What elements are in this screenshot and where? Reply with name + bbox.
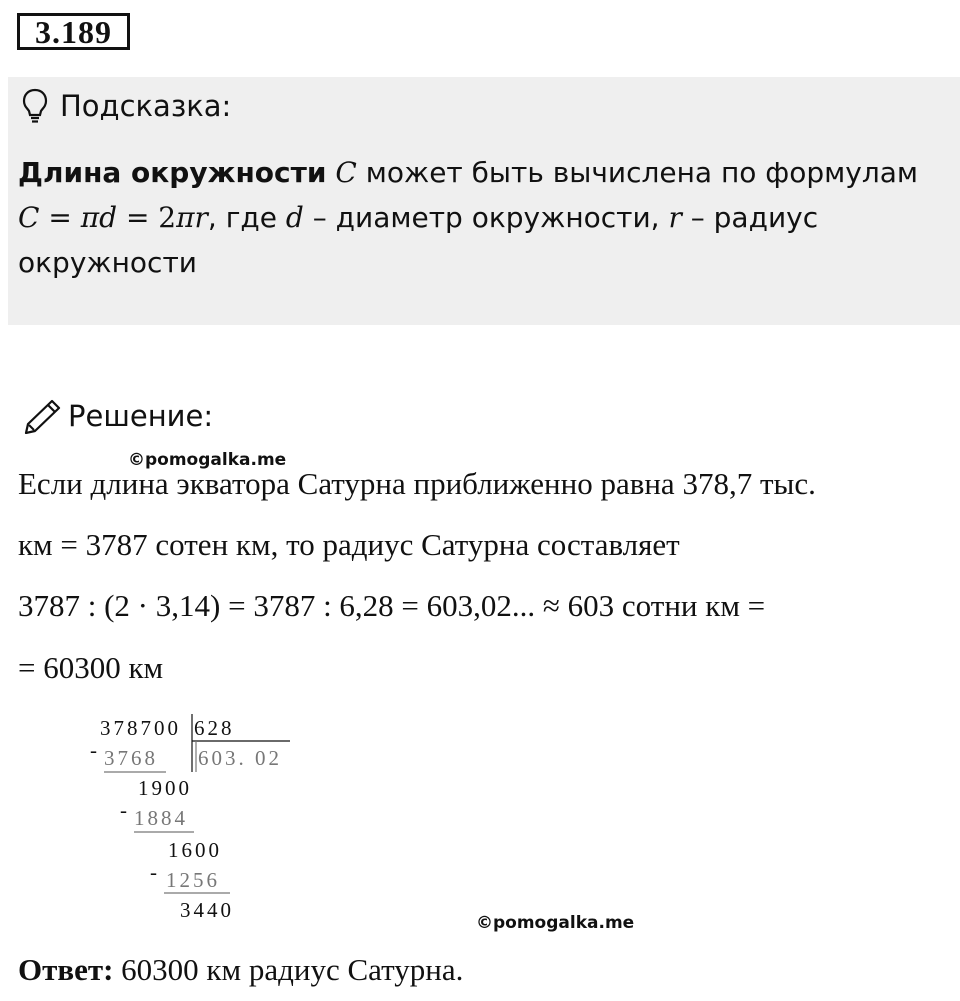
solution-line-1: Если длина экватора Сатурна приближенно равна 378,7 тыс. xyxy=(18,466,816,501)
formula-c: C xyxy=(18,201,40,234)
hint-text-1: может быть вычислена по формулам xyxy=(356,156,919,189)
hint-title xyxy=(22,86,231,126)
solution-line-4: = 60300 км xyxy=(18,650,164,685)
division-quotient: 603. 02 xyxy=(198,746,282,770)
pencil-icon xyxy=(22,398,62,434)
division-divisor: 628 xyxy=(194,716,235,740)
lightbulb-icon xyxy=(22,88,48,124)
hint-bold-lead: Длина окружности xyxy=(18,156,327,189)
answer xyxy=(18,952,463,988)
solution-title xyxy=(22,396,213,436)
task-number: 3.189 xyxy=(17,13,130,50)
division-remainder: 3440 xyxy=(180,898,234,922)
hint-text xyxy=(18,150,938,285)
var-d: d xyxy=(285,201,304,234)
division-minus: - xyxy=(120,798,130,822)
formula-pi2: π xyxy=(176,201,195,234)
solution-line-2: км = 3787 сотен км, то радиус Сатурна составляет xyxy=(18,527,680,562)
hint-text-4: – радиус окружности xyxy=(18,201,819,279)
division-dividend: 378700 xyxy=(100,716,181,740)
long-division xyxy=(88,712,308,922)
division-step: 1600 xyxy=(168,838,222,862)
hint-title-label: Подсказка: xyxy=(60,89,232,123)
division-step: 3768 xyxy=(104,746,158,770)
formula-d: d xyxy=(99,201,118,234)
division-step: 1884 xyxy=(134,806,188,830)
answer-text: 60300 км радиус Сатурна. xyxy=(113,952,464,987)
var-c: C xyxy=(335,156,357,189)
watermark: ©pomogalka.me xyxy=(128,450,287,470)
formula-eq1: = xyxy=(39,201,81,234)
var-r: r xyxy=(668,201,682,234)
division-minus: - xyxy=(150,860,160,884)
formula-eq2: = 2 xyxy=(117,201,177,234)
division-minus: - xyxy=(90,738,100,762)
division-step: 1900 xyxy=(138,776,192,800)
solution-title-label: Решение: xyxy=(68,399,214,433)
formula-r: r xyxy=(194,201,208,234)
watermark: ©pomogalka.me xyxy=(476,913,635,933)
hint-text-2: , где xyxy=(207,201,286,234)
solution-line-3: 3787 : (2 · 3,14) = 3787 : 6,28 = 603,02... ≈ 603 сотни км = xyxy=(18,588,766,623)
formula-pi: π xyxy=(80,201,100,234)
hint-text-3: – диаметр окружности, xyxy=(303,201,669,234)
answer-label: Ответ: xyxy=(18,952,114,987)
division-step: 1256 xyxy=(166,868,220,892)
